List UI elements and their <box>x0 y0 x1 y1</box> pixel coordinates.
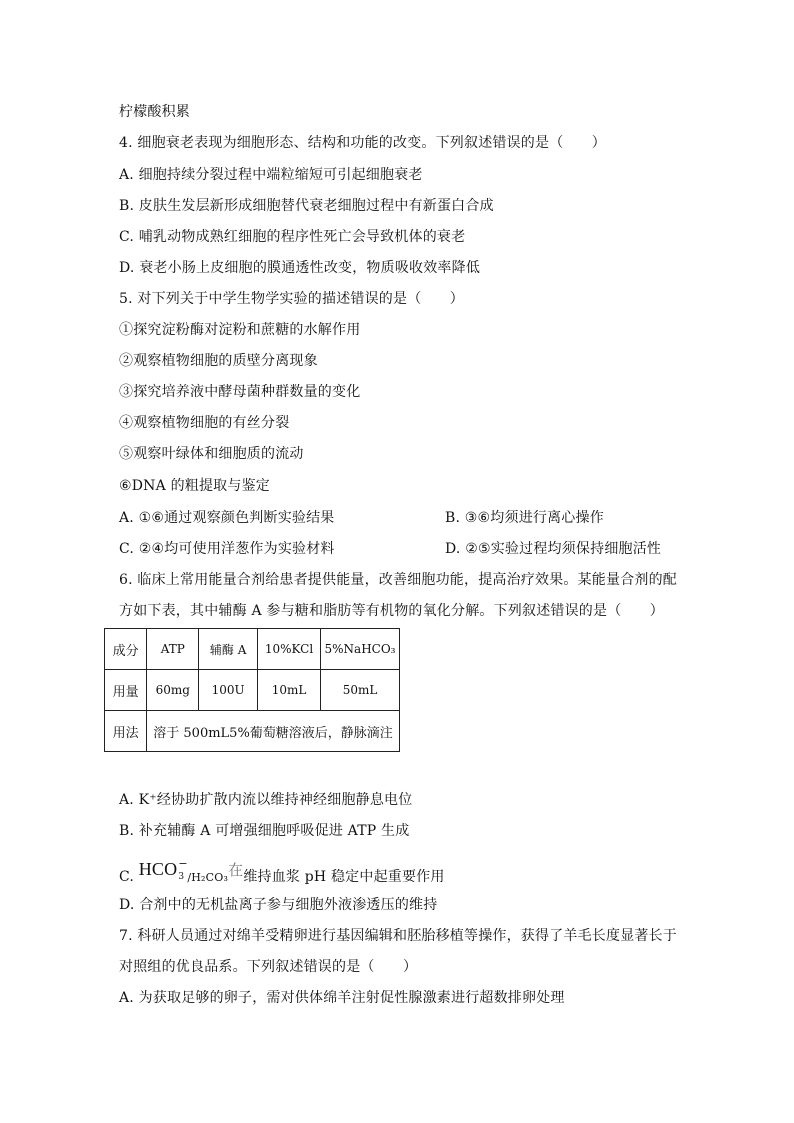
q5-option-d: D. ②⑤实验过程均须保持细胞活性 <box>445 541 662 557</box>
q4-option-c: C. 哺乳动物成熟红细胞的程序性死亡会导致机体的衰老 <box>119 229 466 245</box>
cell-usage: 溶于 500mL5%葡萄糖溶液后，静脉滴注 <box>147 711 400 752</box>
cell-component-coenzyme-a: 辅酶 A <box>199 629 258 670</box>
q5-option-a: A. ①⑥通过观察颜色判断实验结果 <box>119 510 335 526</box>
bicarbonate-formula: HCO <box>138 859 178 879</box>
formula-subscript: 3 <box>178 872 185 882</box>
q7-option-a: A. 为获取足够的卵子，需对供体绵羊注射促性腺激素进行超数排卵处理 <box>119 990 565 1006</box>
q5-item-5: ⑤观察叶绿体和细胞质的流动 <box>119 446 304 462</box>
row-label-usage: 用法 <box>105 711 147 752</box>
q6-option-c <box>119 857 445 887</box>
cell-component-kcl: 10%KCl <box>258 629 321 670</box>
q4-stem: 4. 细胞衰老表现为细胞形态、结构和功能的改变。下列叙述错误的是（ ） <box>119 135 607 151</box>
cell-component-nahco3: 5%NaHCO₃ <box>321 629 400 670</box>
option-c-label: C. <box>119 869 135 885</box>
table-row <box>105 711 400 752</box>
q4-option-d: D. 衰老小肠上皮细胞的膜通透性改变，物质吸收效率降低 <box>119 260 481 276</box>
q5-item-1: ①探究淀粉酶对淀粉和蔗糖的水解作用 <box>119 322 361 338</box>
row-label-amount: 用量 <box>105 670 147 711</box>
q5-item-4: ④观察植物细胞的有丝分裂 <box>119 415 290 431</box>
cell-component-atp: ATP <box>147 629 199 670</box>
table-row <box>105 629 400 670</box>
q7-stem-line1: 7. 科研人员通过对绵羊受精卵进行基因编辑和胚胎移植等操作，获得了羊毛长度显著长于 <box>119 928 678 944</box>
cell-amount-coenzyme-a: 100U <box>199 670 258 711</box>
table-row <box>105 670 400 711</box>
q4-option-a: A. 细胞持续分裂过程中端粒缩短可引起细胞衰老 <box>119 167 423 183</box>
cell-amount-atp: 60mg <box>147 670 199 711</box>
formula-gray-char: 在 <box>228 861 244 879</box>
q6-stem-line2: 方如下表，其中辅酶 A 参与糖和脂肪等有机物的氧化分解。下列叙述错误的是（ ） <box>119 603 665 619</box>
q5-option-b: B. ③⑥均须进行离心操作 <box>445 510 604 526</box>
q5-item-2: ②观察植物细胞的质壁分离现象 <box>119 353 318 369</box>
recipe-table <box>104 628 400 752</box>
q6-option-d: D. 合剂中的无机盐离子参与细胞外液渗透压的维持 <box>119 897 438 913</box>
intro-tail-text: 柠檬酸积累 <box>119 104 190 120</box>
q5-stem: 5. 对下列关于中学生物学实验的描述错误的是（ ） <box>119 291 465 307</box>
formula-superscript: − <box>178 857 188 870</box>
q6-option-a: A. K⁺经协助扩散内流以维持神经细胞静息电位 <box>119 792 413 808</box>
q5-item-3: ③探究培养液中酵母菌种群数量的变化 <box>119 384 361 400</box>
q7-stem-line2: 对照组的优良品系。下列叙述错误的是（ ） <box>119 959 418 975</box>
q4-option-b: B. 皮肤生发层新形成细胞替代衰老细胞过程中有新蛋白合成 <box>119 198 494 214</box>
option-c-text: 维持血浆 pH 稳定中起重要作用 <box>243 869 445 885</box>
q6-option-b: B. 补充辅酶 A 可增强细胞呼吸促进 ATP 生成 <box>119 823 410 839</box>
q6-stem-line1: 6. 临床上常用能量合剂给患者提供能量，改善细胞功能，提高治疗效果。某能量合剂的配 <box>119 572 678 588</box>
row-label-components: 成分 <box>105 629 147 670</box>
q5-option-c: C. ②④均可使用洋葱作为实验材料 <box>119 541 335 557</box>
formula-charge-stack <box>177 857 188 882</box>
q5-item-6: ⑥DNA 的粗提取与鉴定 <box>119 478 270 494</box>
cell-amount-kcl: 10mL <box>258 670 321 711</box>
carbonic-acid-formula: /H₂CO₃ <box>187 871 229 884</box>
cell-amount-nahco3: 50mL <box>321 670 400 711</box>
